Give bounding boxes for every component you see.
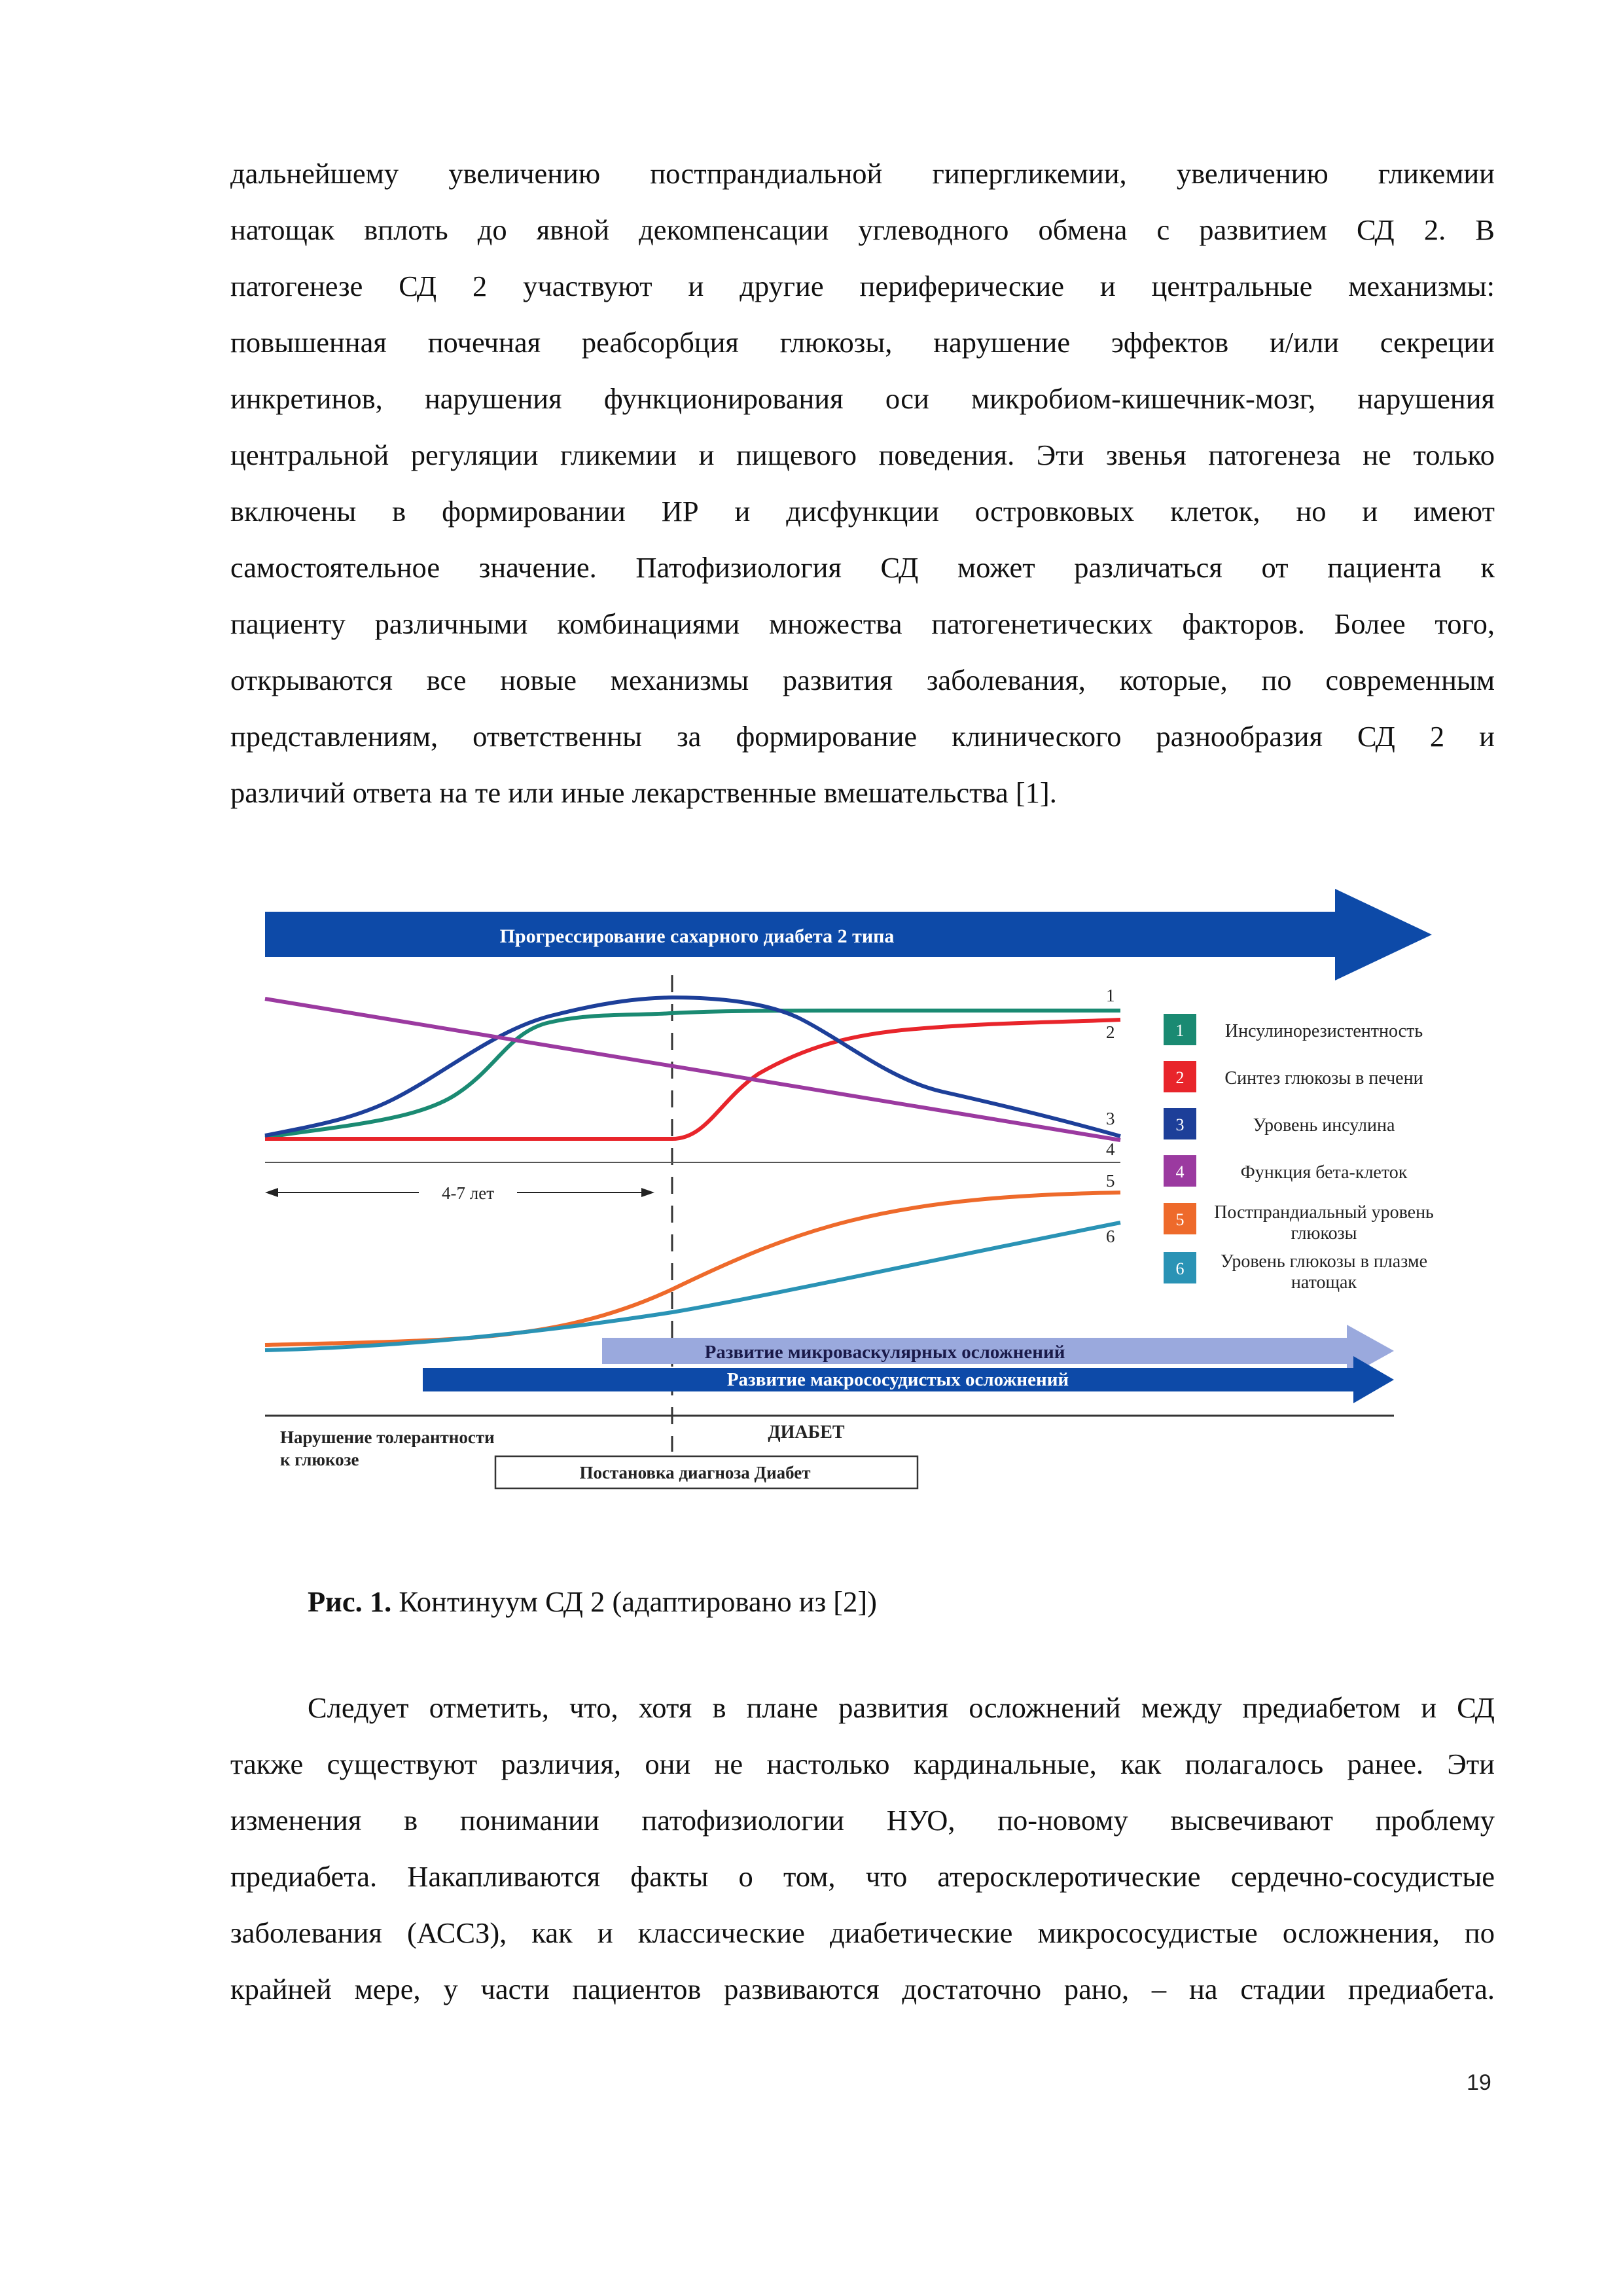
figure-caption (308, 1585, 877, 1619)
text-line: заболевания (АССЗ), как и классические диабетические микрососудистые осложнения, по (230, 1916, 1495, 1949)
legend (1164, 1014, 1434, 1293)
curve-number-5: 5 (1106, 1171, 1115, 1191)
text-line: также существуют различия, они не настолько кардинальные, как полагалось ранее. Эти (230, 1748, 1495, 1780)
text-line: предиабета. Накапливаются факты о том, что атеросклеротические сердечно-сосудистые (230, 1860, 1495, 1893)
caption-text: Континуум СД 2 (адаптировано из [2]) (391, 1585, 877, 1618)
legend-label-6-line1: Уровень глюкозы в плазме (1220, 1251, 1428, 1272)
text-line: самостоятельное значение. Патофизиология СД может различаться от пациента к (230, 551, 1495, 584)
legend-label-1: Инсулинорезистентность (1224, 1021, 1423, 1041)
stage-diabetes-label: ДИАБЕТ (768, 1422, 845, 1443)
interval-arrowhead-left (265, 1188, 278, 1197)
diagnosis-box-label: Постановка диагноза Диабет (579, 1463, 811, 1482)
legend-label-4: Функция бета-клеток (1240, 1162, 1408, 1183)
legend-label-2: Синтез глюкозы в печени (1224, 1068, 1423, 1088)
text-line: представлениям, ответственны за формирование клинического разнообразия СД 2 и (230, 720, 1495, 753)
interval-arrowhead-right (641, 1188, 654, 1197)
curve-number-2: 2 (1106, 1022, 1115, 1042)
curve-number-4: 4 (1106, 1139, 1115, 1159)
legend-number-2: 2 (1175, 1068, 1185, 1087)
legend-number-4: 4 (1175, 1162, 1185, 1181)
curve-number-3: 3 (1106, 1109, 1115, 1128)
legend-number-5: 5 (1175, 1210, 1185, 1229)
curve-postprandial-glucose (265, 1193, 1120, 1345)
progression-arrow-label: Прогрессирование сахарного диабета 2 типа (499, 925, 895, 947)
curve-liver-glucose (265, 1020, 1120, 1139)
text-line: различий ответа на те или иные лекарственные вмешательства [1]. (230, 776, 1057, 809)
legend-label-6-line2: натощак (1291, 1272, 1357, 1293)
curve-number-6: 6 (1106, 1227, 1115, 1246)
text-line: Следует отметить, что, хотя в плане развития осложнений между предиабетом и СД (308, 1691, 1495, 1724)
legend-label-5-line2: глюкозы (1291, 1223, 1357, 1244)
stage-prediabetes-line2: к глюкозе (280, 1450, 359, 1469)
text-line: центральной регуляции гликемии и пищевого поведения. Эти звенья патогенеза не только (230, 439, 1495, 471)
page-number: 19 (1467, 2070, 1491, 2095)
text-line: натощак вплоть до явной декомпенсации углеводного обмена с развитием СД 2. В (230, 213, 1495, 246)
text-line: изменения в понимании патофизиологии НУО, по-новому высвечивают проблему (230, 1804, 1495, 1837)
text-line: пациенту различными комбинациями множества патогенетических факторов. Более того, (230, 607, 1495, 640)
legend-number-3: 3 (1175, 1115, 1185, 1134)
text-line: инкретинов, нарушения функционирования оси микробиом-кишечник-мозг, нарушения (230, 382, 1495, 415)
text-line: крайней мере, у части пациентов развиваются достаточно рано, – на стадии предиабета. (230, 1973, 1495, 2005)
text-line: открываются все новые механизмы развития заболевания, которые, по современным (230, 664, 1495, 696)
text-line: патогенезе СД 2 участвуют и другие периферические и центральные механизмы: (230, 270, 1495, 302)
interval-label: 4-7 лет (442, 1183, 494, 1203)
legend-label-3: Уровень инсулина (1253, 1115, 1395, 1136)
microvascular-arrow-label: Развитие микроваскулярных осложнений (704, 1342, 1065, 1363)
legend-number-6: 6 (1175, 1259, 1185, 1278)
macrovascular-arrow-label: Развитие макрососудистых осложнений (726, 1369, 1069, 1390)
legend-number-1: 1 (1175, 1021, 1185, 1040)
text-line: дальнейшему увеличению постпрандиальной гипергликемии, увеличению гликемии (230, 157, 1495, 190)
body-paragraph-2 (230, 1679, 1495, 2017)
curve-fasting-glucose (265, 1223, 1120, 1350)
curve-number-1: 1 (1106, 986, 1115, 1005)
text-line: повышенная почечная реабсорбция глюкозы, нарушение эффектов и/или секреции (230, 326, 1495, 359)
stage-prediabetes-line1: Нарушение толерантности (280, 1427, 495, 1447)
legend-label-5-line1: Постпрандиальный уровень (1214, 1202, 1434, 1223)
text-line: включены в формировании ИР и дисфункции островковых клеток, но и имеют (230, 495, 1495, 528)
caption-bold: Рис. 1. (308, 1585, 392, 1618)
